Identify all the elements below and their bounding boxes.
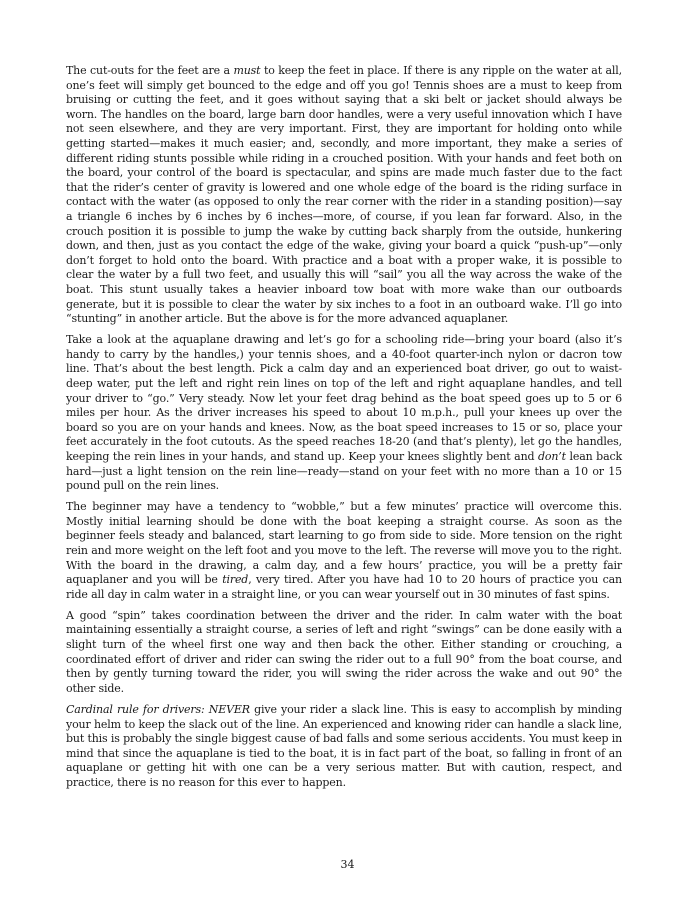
text-run: A good “spin” takes coordination between the driver and the rider. In calm water with the boat maintaining essentially a straight course, a series of left and right “swings” can be done easily with a slight turn of the wheel first one way and then back the other. Either standing or crouching, a coordinated effort of driver and rider can swing the rider out to a full 90° from the boat course, and then by gently turning toward the rider, you will swing the rider across the wake and out 90° the other side. (66, 608, 622, 695)
emphasized-text: Cardinal rule for drivers: NEVER (66, 702, 250, 716)
text-run: Take a look at the aquaplane drawing and let’s go for a schooling ride—bring your board (also it’s handy to carry by the handles,) your tennis shoes, and a 40-foot quarter-inch nylon or dacron tow line. That’s about the best length. Pick a calm day and an experienced boat driver, go out to waist-deep water, put the left and right rein lines on top of the left and right aquaplane handles, and tell your driver to “go.” Very steady. Now let your feet drag behind as the boat speed goes up to 5 or 6 miles per hour. As the driver increases his speed to about 10 m.p.h., pull your knees up over the board so you are on your hands and knees. Now, as the boat speed increases to 15 or so, place your feet accurately in the foot cutouts. As the speed reaches 18-20 (and that’s plenty), let go the handles, keeping the rein lines in your hands, and stand up. Keep your knees slightly bent and (66, 333, 622, 463)
paragraph-cardinal-rule (66, 703, 622, 791)
paragraph-foot-cutouts (66, 64, 622, 327)
document-page (66, 64, 622, 797)
emphasized-text: tired (222, 573, 249, 587)
text-run: The cut-outs for the feet are a (66, 64, 234, 77)
text-run: to keep the feet in place. If there is any ripple on the water at all, one’s feet will simply get bounced to the edge and off you go! Tennis shoes are a must to keep from bruising or cutting the feet, and it goes without saying that a ski belt or jacket should always be worn. The handles on the board, large barn door handles, were a very useful innovation which I have not seen elsewhere, and they are very important. First, they are important for holding onto while getting started—makes it much easier; and, secondly, and more important, they make a series of different riding stunts possible while riding in a crouched position. With your hands and feet both on the board, your control of the board is spectacular, and spins are made much faster due to the fact that the rider’s center of gravity is lowered and one whole edge of the board is the riding surface in contact with the water (as opposed to only the rear corner with the rider in a standing position)—say a triangle 6 inches by 6 inches by 6 inches—more, of course, if you lean far forward. Also, in the crouch position it is possible to jump the wake by cutting back sharply from the outside, hunkering down, and then, just as you contact the edge of the wake, giving your board a quick “push-up”—only don’t forget to hold onto the board. With practice and a boat with a proper wake, it is possible to clear the water by a full two feet, and usually this will “sail” you all the way across the wake of the boat. This stunt usually takes a heavier inboard tow boat with more wake than our outboards generate, but it is possible to clear the water by six inches to a foot in an outboard wake. I’ll go into “stunting” in another article. But the above is for the more advanced aquaplaner. (66, 64, 622, 326)
emphasized-text: don’t (538, 449, 566, 463)
text-run: The beginner may have a tendency to “wobble,” but a few minutes’ practice will overcome this. Mostly initial learning should be done with the boat keeping a straight course. As soon as the beginner feels steady and balanced, start learning to go from side to side. More tension on the right rein and more weight on the left foot and you move to the left. The reverse will move you to the right. With the board in the drawing, a calm day, and a few hours’ practice, you will be a pretty fair aquaplaner and you will be (66, 500, 622, 587)
text-run: give your rider a slack line. This is easy to accomplish by minding your helm to keep the slack out of the line. An experienced and knowing rider can handle a slack line, but this is probably the single biggest cause of bad falls and some serious accidents. You must keep in mind that since the aquaplane is tied to the boat, it is in fact part of the boat, so falling in front of an aquaplane or getting hit with one can be a very serious matter. But with caution, respect, and practice, there is no reason for this ever to happen. (66, 702, 623, 789)
paragraph-schooling-ride (66, 333, 622, 494)
text-run: , very tired. After you have had 10 to 20 hours of practice you can ride all day in calm water in a straight line, or you can wear yourself out in 30 minutes of fast spins. (66, 573, 622, 601)
paragraph-beginner-wobble (66, 500, 622, 602)
text-run: lean back hard—just a light tension on the rein line—ready—stand on your feet with no more than a 10 or 15 pound pull on the rein lines. (66, 449, 622, 493)
paragraph-spin (66, 609, 622, 697)
page-number: 34 (340, 858, 355, 871)
emphasized-text: must (233, 64, 261, 77)
